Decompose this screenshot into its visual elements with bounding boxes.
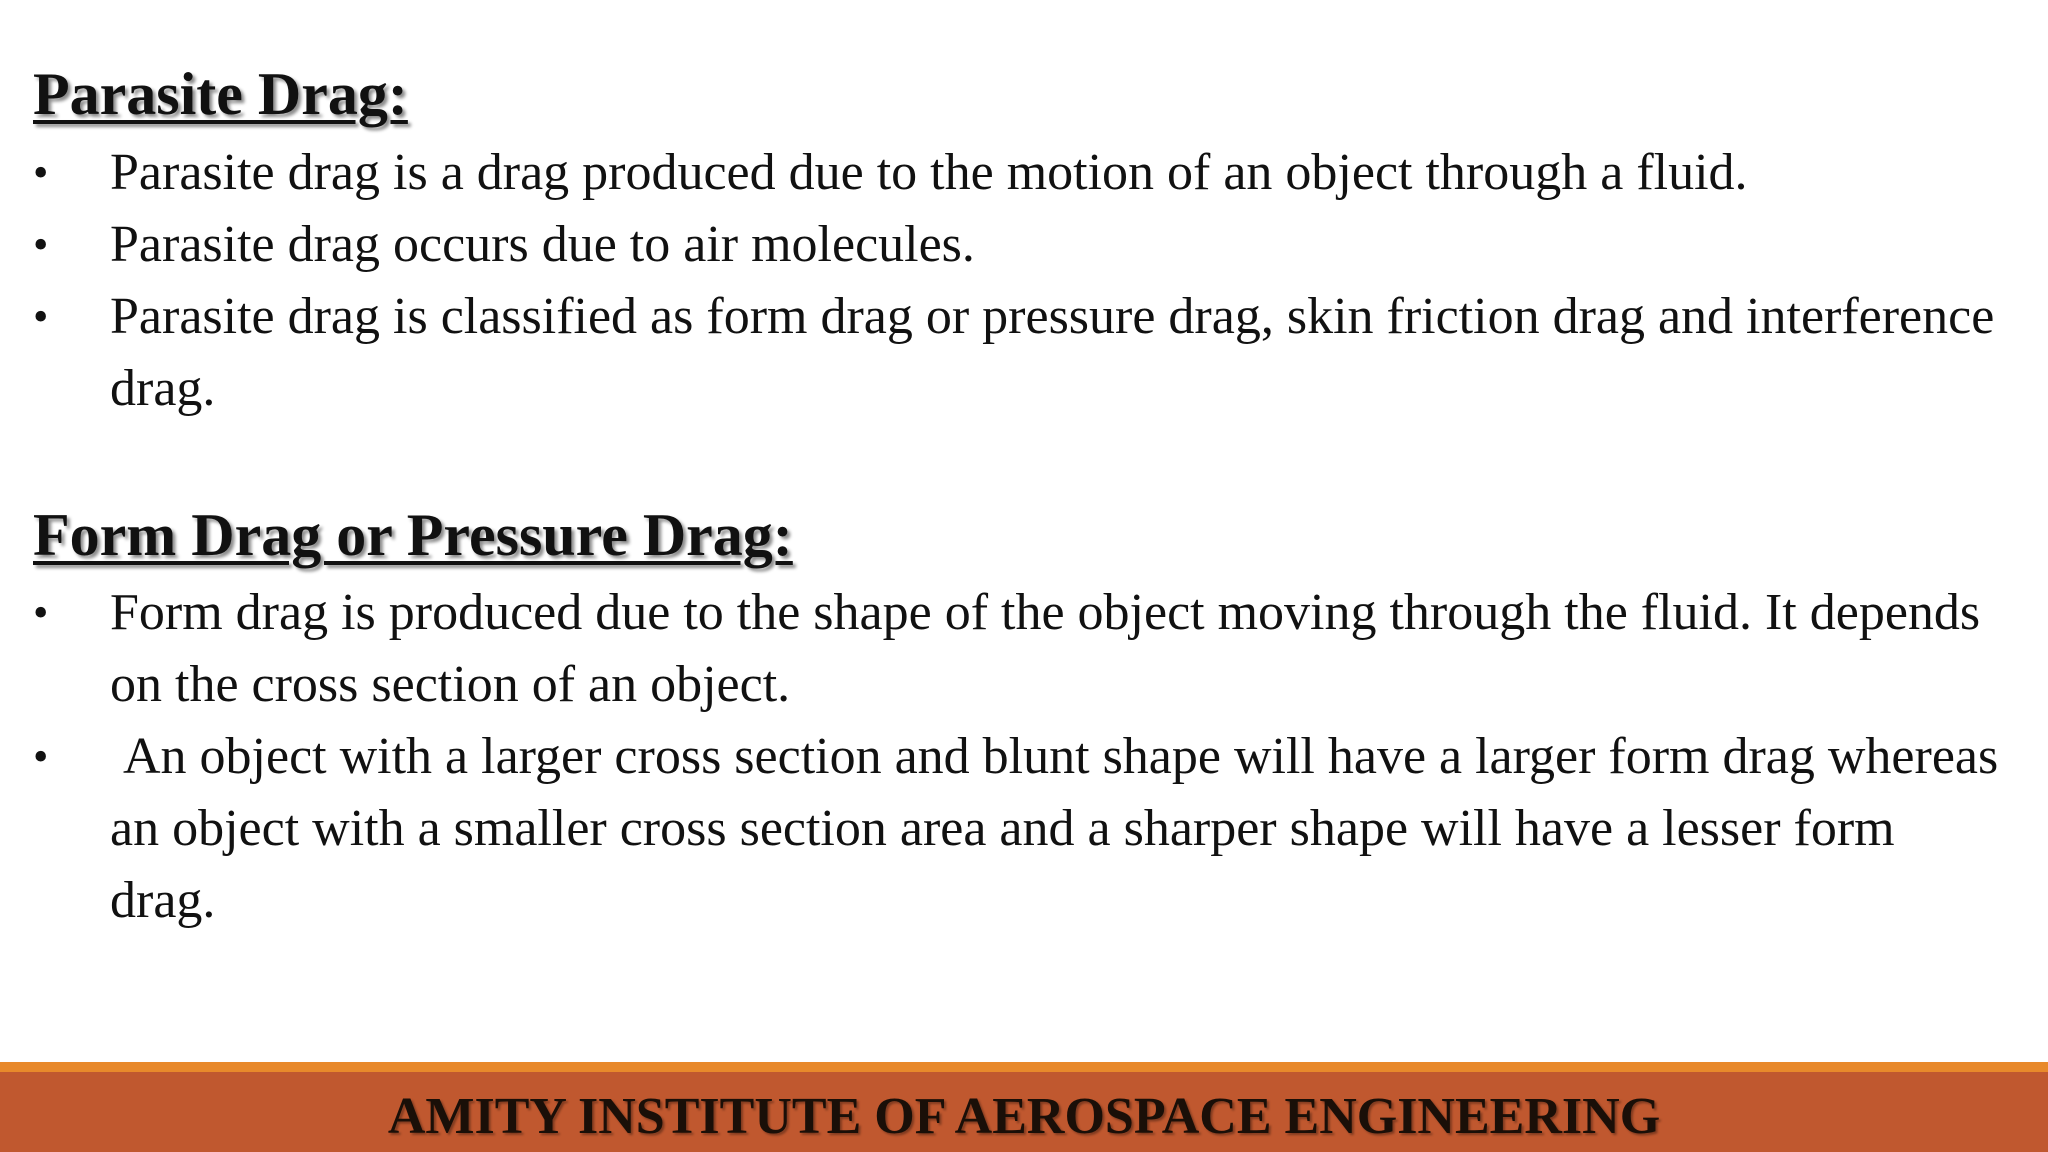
bullet-icon: •	[33, 732, 49, 781]
bullet-text: An object with a larger cross section and blunt shape will have a larger form drag whereas an object with a smaller cross section area and a sharper shape will have a lesser form drag.	[110, 728, 2012, 929]
bullet-text: Parasite drag is a drag produced due to the motion of an object through a fluid.	[110, 144, 1748, 201]
bullet-text: Parasite drag occurs due to air molecules.	[110, 216, 975, 273]
institute-title: AMITY INSTITUTE OF AEROSPACE ENGINEERING	[387, 1088, 1661, 1145]
list-item	[0, 209, 2010, 281]
bullet-text: Parasite drag is classified as form drag or pressure drag, skin friction drag and interference drag.	[110, 288, 2008, 417]
bullet-icon: •	[33, 220, 49, 269]
bullet-icon: •	[33, 148, 49, 197]
footer-banner	[0, 1062, 2048, 1152]
list-item	[0, 281, 2010, 425]
bullet-icon: •	[33, 588, 49, 637]
bullet-list-form-drag	[0, 577, 2010, 937]
bullet-text: Form drag is produced due to the shape of the object moving through the fluid. It depends on the cross section of an object.	[110, 584, 1994, 713]
list-item	[0, 137, 2010, 209]
list-item	[0, 721, 2010, 937]
section-heading-parasite-drag: Parasite Drag:	[33, 61, 408, 127]
footer-accent-stripe	[0, 1062, 2048, 1072]
list-item	[0, 577, 2010, 721]
section-heading-form-drag: Form Drag or Pressure Drag:	[33, 502, 793, 568]
bullet-icon: •	[33, 292, 49, 341]
bullet-list-parasite-drag	[0, 137, 2010, 425]
